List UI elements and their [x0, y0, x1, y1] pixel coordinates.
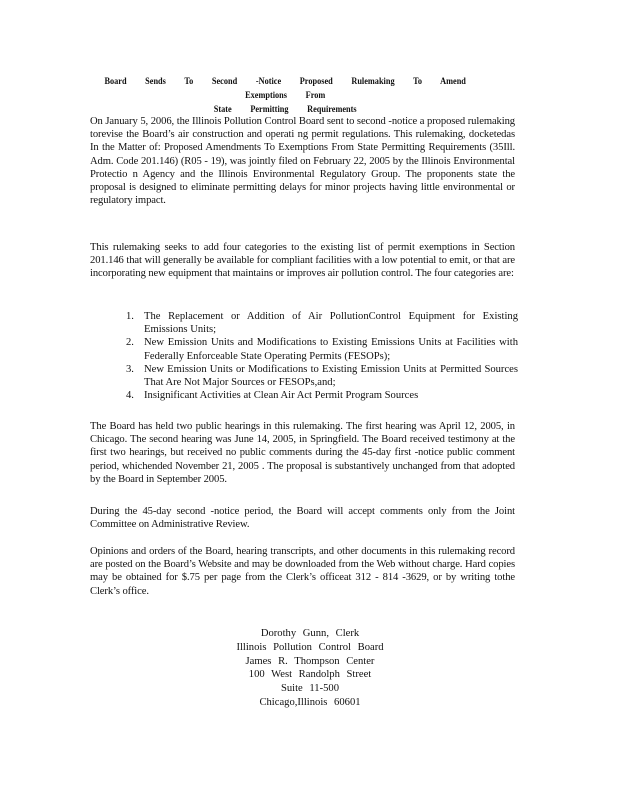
categories-list	[126, 310, 518, 402]
list-item-text: New Emission Units and Modifications to Existing Emissions Units at Facilities with Federally Enforceable State Operating Permits (FESOPs);	[144, 337, 518, 362]
list-item-number: 2.	[126, 337, 134, 349]
list-item	[126, 336, 518, 362]
signature-block	[180, 627, 440, 710]
signature-city: Chicago,Illinois 60601	[259, 696, 361, 708]
signature-street: 100 West Randolph Street	[248, 669, 372, 681]
list-item-number: 4.	[126, 390, 134, 402]
paragraph-documents: Opinions and orders of the Board, hearing transcripts, and other documents in this rulemaking record are posted on the Board’s Website and may be downloaded from the Web without charge. Hard copies may be obtained for $.75 per page from the Clerk’s officeat 312 - 814 -3629, or by writing tothe Clerk’s office.	[90, 546, 515, 597]
paragraph-rulemaking-scope: This rulemaking seeks to add four categories to the existing list of permit exemptions in Section 201.146 that will generally be available for compliant facilities with a low potential to emit, or that are incorporating new equipment that maintains or improves air pollution control. The four categories are:	[90, 242, 515, 280]
list-item-number: 1.	[126, 311, 134, 322]
list-item	[126, 310, 518, 336]
list-item-text: New Emission Units or Modifications to Existing Emission Units at Permitted Sources That Are Not Major Sources or FESOPs,and;	[144, 363, 518, 389]
list-item-text: Insignificant Activities at Clean Air Act Permit Program Sources	[144, 390, 419, 402]
paragraph-hearings: The Board has held two public hearings in this rulemaking. The first hearing was April 12, 2005, in Chicago. The second hearing was June 14, 2005, in Springfield. The Board received testimony at the first two hearings, but received no public comments during the 45-day first -notice public comment period, whichended November 21, 2005 . The proposal is substantively unchanged from that adopted by the Board in September 2005.	[90, 421, 515, 485]
paragraph-announcement: On January 5, 2006, the Illinois Pollution Control Board sent to second -notice a proposed rulemaking torevise the Board’s air construction and operati ng permit regulations. This rulemaking, docketedas In the Matter of: Proposed Amendments To Exemptions From State Permitting Requirements (35Ill. Adm. Code 201.146) (R05 - 19), was jointly filed on February 22, 2005 by the Illinois Environmental Protectio n Agency and the Illinois Environmental Regulatory Group. The proponents state the proposal is designed to eliminate permitting delays for minor projects having little environmental or regulatory impact.	[90, 116, 515, 207]
signature-name: Dorothy Gunn, Clerk	[260, 628, 360, 639]
signature-building: James R. Thompson Center	[245, 655, 375, 667]
list-item-text: The Replacement or Addition of Air PollutionControl Equipment for Existing Emissions Units;	[144, 311, 518, 336]
headline-line-2: State Permitting Requirements	[213, 104, 357, 114]
list-item	[126, 363, 518, 389]
paragraph-second-notice: During the 45-day second -notice period, the Board will accept comments only from the Joint Committee on Administrative Review.	[90, 506, 515, 531]
list-item	[126, 389, 518, 402]
signature-suite: Suite 11-500	[280, 683, 340, 695]
signature-organization: Illinois Pollution Control Board	[236, 641, 384, 653]
list-item-number: 3.	[126, 363, 134, 375]
headline	[92, 74, 478, 116]
headline-line-1: Board Sends To Second -Notice Proposed Rulemaking To Amend Exemptions From	[104, 76, 466, 100]
